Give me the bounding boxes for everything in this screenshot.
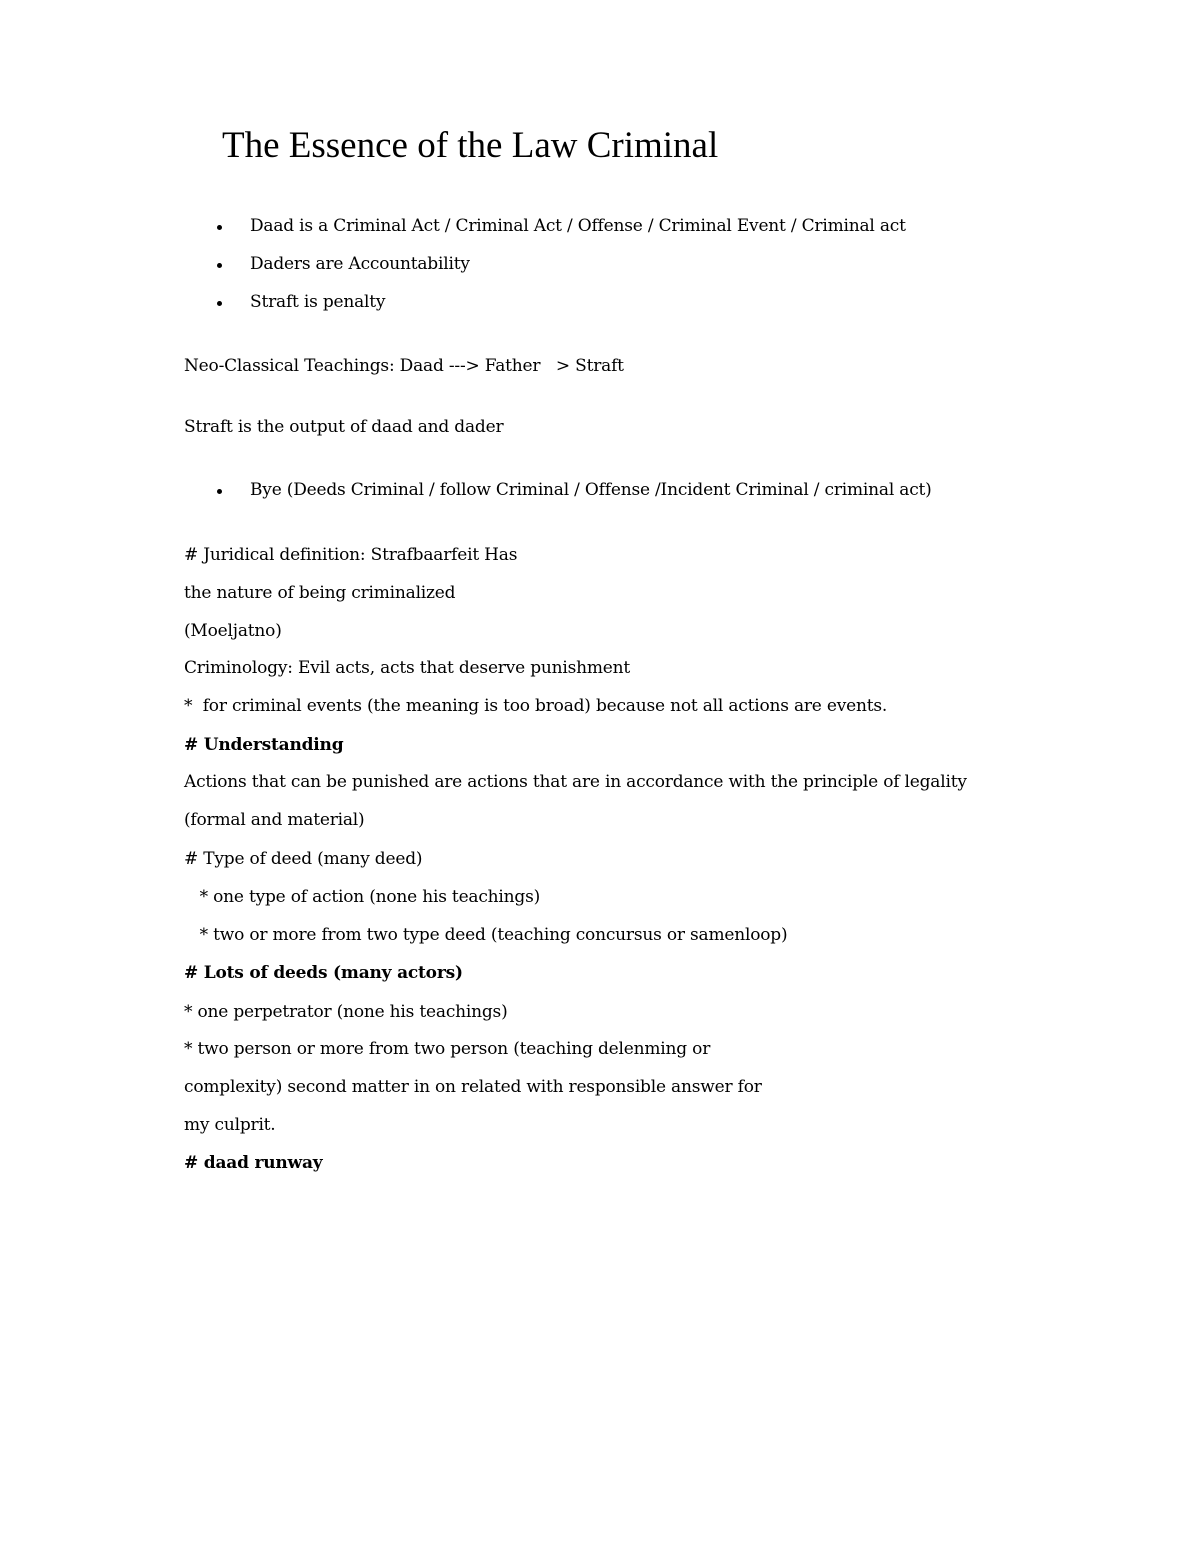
bullet-item: Daad is a Criminal Act / Criminal Act / Offense / Criminal Event / Criminal act — [250, 216, 906, 236]
bullet-icon — [217, 301, 222, 306]
text-line: my culprit. — [184, 1115, 276, 1135]
bullet-item: Daders are Accountability — [250, 254, 470, 274]
text-line: * two or more from two type deed (teaching concursus or samenloop) — [184, 925, 788, 945]
text-line: Actions that can be punished are actions that are in accordance with the principle of legality — [184, 772, 967, 792]
neo-classical-line: Neo-Classical Teachings: Daad ---> Father > Straft — [184, 356, 624, 376]
lots-of-deeds-heading: # Lots of deeds (many actors) — [184, 963, 463, 983]
text-line: * two person or more from two person (teaching delenming or — [184, 1039, 711, 1059]
document-title: The Essence of the Law Criminal — [222, 125, 719, 166]
bullet-item: Straft is penalty — [250, 292, 386, 312]
juridical-definition-line: # Juridical definition: Strafbaarfeit Has — [184, 545, 518, 565]
bullet-item: Bye (Deeds Criminal / follow Criminal / Offense /Incident Criminal / criminal act) — [250, 480, 932, 500]
bullet-icon — [217, 489, 222, 494]
text-line: complexity) second matter in on related with responsible answer for — [184, 1077, 762, 1097]
text-line: * for criminal events (the meaning is too broad) because not all actions are events. — [184, 696, 888, 716]
bullet-icon — [217, 225, 222, 230]
text-line: the nature of being criminalized — [184, 583, 456, 603]
type-of-deed-heading: # Type of deed (many deed) — [184, 849, 423, 869]
understanding-heading: # Understanding — [184, 735, 344, 755]
bullet-icon — [217, 263, 222, 268]
text-line: * one type of action (none his teachings) — [184, 887, 541, 907]
criminology-line: Criminology: Evil acts, acts that deserve punishment — [184, 658, 631, 678]
text-line: (Moeljatno) — [184, 621, 282, 641]
straft-output-line: Straft is the output of daad and dader — [184, 417, 504, 437]
daad-runway-heading: # daad runway — [184, 1153, 323, 1173]
text-line: * one perpetrator (none his teachings) — [184, 1002, 508, 1022]
text-line: (formal and material) — [184, 810, 365, 830]
